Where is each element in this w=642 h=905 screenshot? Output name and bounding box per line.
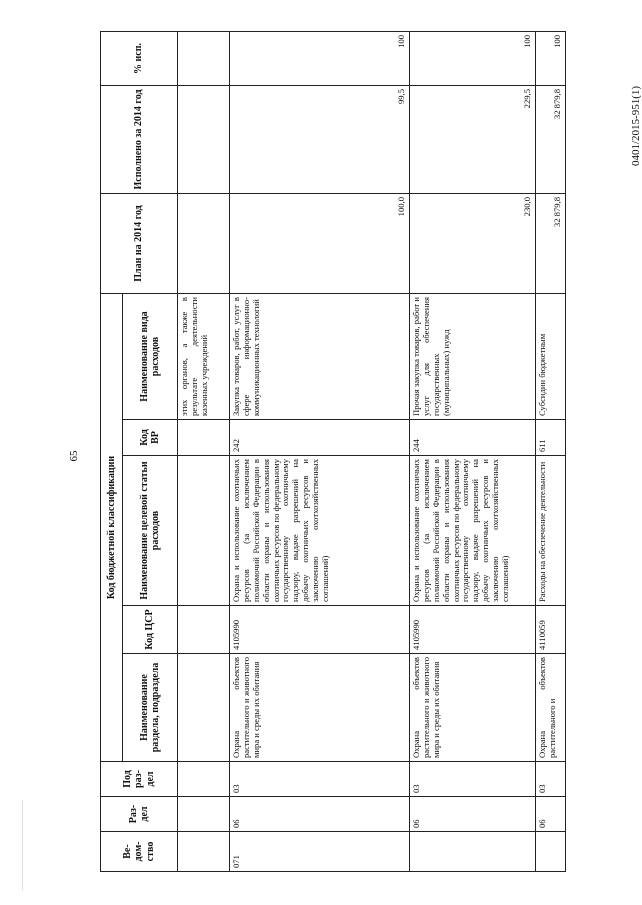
header-group-classification: Код бюджетной классификации xyxy=(101,294,123,762)
cell-vedomstvo xyxy=(410,832,536,872)
cell-csr: 4105990 xyxy=(230,606,410,654)
cell-csr: 4105990 xyxy=(410,606,536,654)
cell-vr-name: Закупка товаров, работ, услуг в сфере информационно-коммуникационных технологий xyxy=(230,294,410,420)
cell-section-name: Охрана объектов растительного и xyxy=(536,654,566,762)
header-csr: Код ЦСР xyxy=(123,606,178,654)
cell-vr: 242 xyxy=(230,420,410,456)
cell-target-name: Охрана и использование охотничьих ресурсов (за исключением полномочий Российской Федерации в области охраны и использования охотничьих ресурсов по федеральному государственному охотничьему надзору, выдаче разрешений на добычу охотничьих ресурсов и заключению охотхозяйственных соглашений) xyxy=(230,456,410,606)
table-row xyxy=(230,32,410,872)
cell-actual: 32 879,8 xyxy=(536,86,566,194)
cell-podrazdel xyxy=(178,762,230,797)
cell-section-name: Охрана объектов растительного и животного мира и среды их обитания xyxy=(230,654,410,762)
cell-vedomstvo: 071 xyxy=(230,832,410,872)
cell-razdel: 06 xyxy=(536,797,566,832)
cell-target-name: Охрана и использование охотничьих ресурсов (за исключением полномочий Российской Федерации в области охраны и использования охотничьих ресурсов по федеральному государственному охотничьему надзору, выдаче разрешений на добычу охотничьих ресурсов и заключению охотхозяйственных соглашений) xyxy=(410,456,536,606)
document-code: 0401/2015-951(1) xyxy=(630,85,642,167)
cell-podrazdel: 03 xyxy=(536,762,566,797)
cell-plan: 100,0 xyxy=(230,194,410,294)
cell-vr-name: этих органов, а также в результате деятельности казенных учреждений xyxy=(178,294,230,420)
cell-vr: 244 xyxy=(410,420,536,456)
cell-target-name: Расходы на обеспечение деятельности xyxy=(536,456,566,606)
cell-percent: 100 xyxy=(230,32,410,86)
header-razdel: Раз-дел xyxy=(101,797,178,832)
cell-percent: 100 xyxy=(536,32,566,86)
cell-vedomstvo xyxy=(536,832,566,872)
cell-plan xyxy=(178,194,230,294)
cell-actual xyxy=(178,86,230,194)
cell-percent: 100 xyxy=(410,32,536,86)
budget-table xyxy=(100,31,566,872)
page-number: 65 xyxy=(68,450,80,462)
cell-razdel xyxy=(178,797,230,832)
cell-plan: 230,0 xyxy=(410,194,536,294)
cell-csr: 4110059 xyxy=(536,606,566,654)
cell-podrazdel: 03 xyxy=(410,762,536,797)
table-row xyxy=(410,32,536,872)
cell-section-name xyxy=(178,654,230,762)
cell-vr xyxy=(178,420,230,456)
header-target-name: Наименование целевой статьи расходов xyxy=(123,456,178,606)
cell-razdel: 06 xyxy=(410,797,536,832)
cell-plan: 32 879,8 xyxy=(536,194,566,294)
header-section-name: Наименование раздела, подраздела xyxy=(123,654,178,762)
cell-vr: 611 xyxy=(536,420,566,456)
cell-vedomstvo xyxy=(178,832,230,872)
header-podrazdel: Под раз-дел xyxy=(101,762,178,797)
cell-vr-name: Прочая закупка товаров, работ и услуг для обеспечения государственных (муниципальных) нужд xyxy=(410,294,536,420)
header-vr-name: Наименование вида расходов xyxy=(123,294,178,420)
cell-vr-name: Субсидии бюджетным xyxy=(536,294,566,420)
cell-percent xyxy=(178,32,230,86)
header-vedomstvo: Ве-дом-ство xyxy=(101,832,178,872)
header-plan: План на 2014 год xyxy=(101,194,178,294)
cell-section-name: Охрана объектов растительного и животного мира и среды их обитания xyxy=(410,654,536,762)
cell-razdel: 06 xyxy=(230,797,410,832)
header-actual: Исполнено за 2014 год xyxy=(101,86,178,194)
cell-actual: 99,5 xyxy=(230,86,410,194)
table-row xyxy=(178,32,230,872)
header-vr: Код ВР xyxy=(123,420,178,456)
table-row xyxy=(536,32,566,872)
cell-actual: 229,5 xyxy=(410,86,536,194)
rotated-table-container xyxy=(100,32,565,872)
scan-artifact-line xyxy=(22,800,23,890)
cell-podrazdel: 03 xyxy=(230,762,410,797)
header-percent: % исп. xyxy=(101,32,178,86)
cell-target-name xyxy=(178,456,230,606)
cell-csr xyxy=(178,606,230,654)
